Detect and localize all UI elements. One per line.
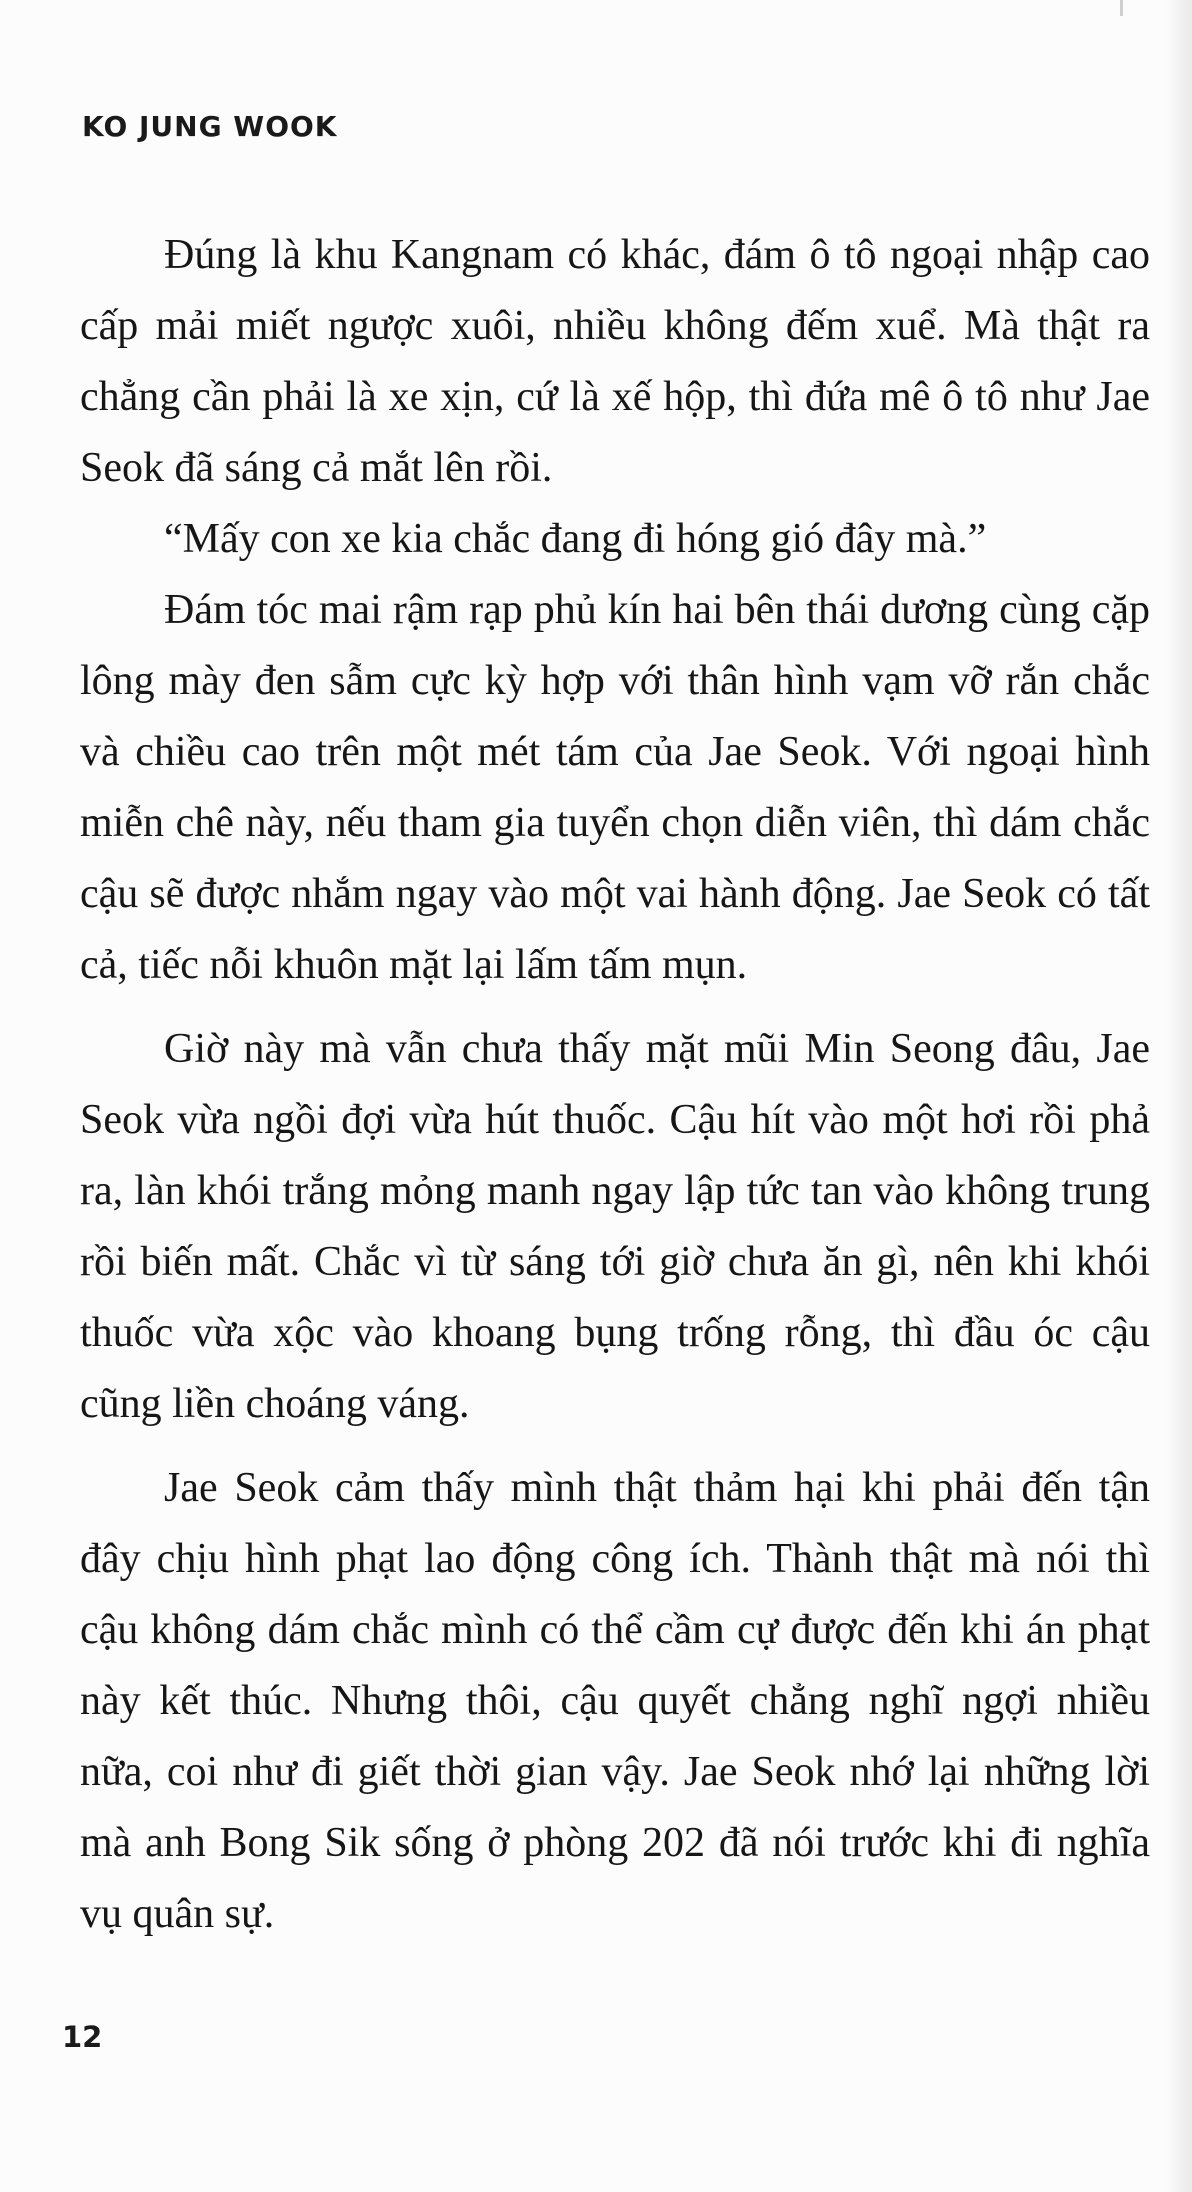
paragraph: Đám tóc mai rậm rạp phủ kín hai bên thái dương cùng cặp lông mày đen sẫm cực kỳ hợp với thân hình vạm vỡ rắn chắc và chiều cao trên một mét tám của Jae Seok. Với ngoại hình miễn chê này, nếu tham gia tuyển chọn diễn viên, thì dám chắc cậu sẽ được nhắm ngay vào một vai hành động. Jae Seok có tất cả, tiếc nỗi khuôn mặt lại lấm tấm mụn.	[80, 587, 1150, 988]
page-edge-shadow	[1166, 0, 1192, 2192]
paragraph: Giờ này mà vẫn chưa thấy mặt mũi Min Seong đâu, Jae Seok vừa ngồi đợi vừa hút thuốc. Cậu hít vào một hơi rồi phả ra, làn khói trắng mỏng manh ngay lập tức tan vào không trung rồi biến mất. Chắc vì từ sáng tới giờ chưa ăn gì, nên khi khói thuốc vừa xộc vào khoang bụng trống rỗng, thì đầu óc cậu cũng liền choáng váng.	[80, 1026, 1150, 1427]
paragraph: Jae Seok cảm thấy mình thật thảm hại khi phải đến tận đây chịu hình phạt lao động công ích. Thành thật mà nói thì cậu không dám chắc mình có thể cầm cự được đến khi án phạt này kết thúc. Nhưng thôi, cậu quyết chẳng nghĩ ngợi nhiều nữa, coi như đi giết thời gian vậy. Jae Seok nhớ lại những lời mà anh Bong Sik sống ở phòng 202 đã nói trước khi đi nghĩa vụ quân sự.	[80, 1465, 1150, 1937]
body-text	[80, 220, 1150, 1950]
running-head: KO JUNG WOOK	[82, 110, 338, 143]
paragraph: “Mấy con xe kia chắc đang đi hóng gió đây mà.”	[164, 516, 987, 562]
paragraph: Đúng là khu Kangnam có khác, đám ô tô ngoại nhập cao cấp mải miết ngược xuôi, nhiều không đếm xuể. Mà thật ra chẳng cần phải là xe xịn, cứ là xế hộp, thì đứa mê ô tô như Jae Seok đã sáng cả mắt lên rồi.	[80, 232, 1150, 491]
page-number: 12	[62, 2020, 103, 2054]
page-edge-mark	[1120, 0, 1123, 16]
